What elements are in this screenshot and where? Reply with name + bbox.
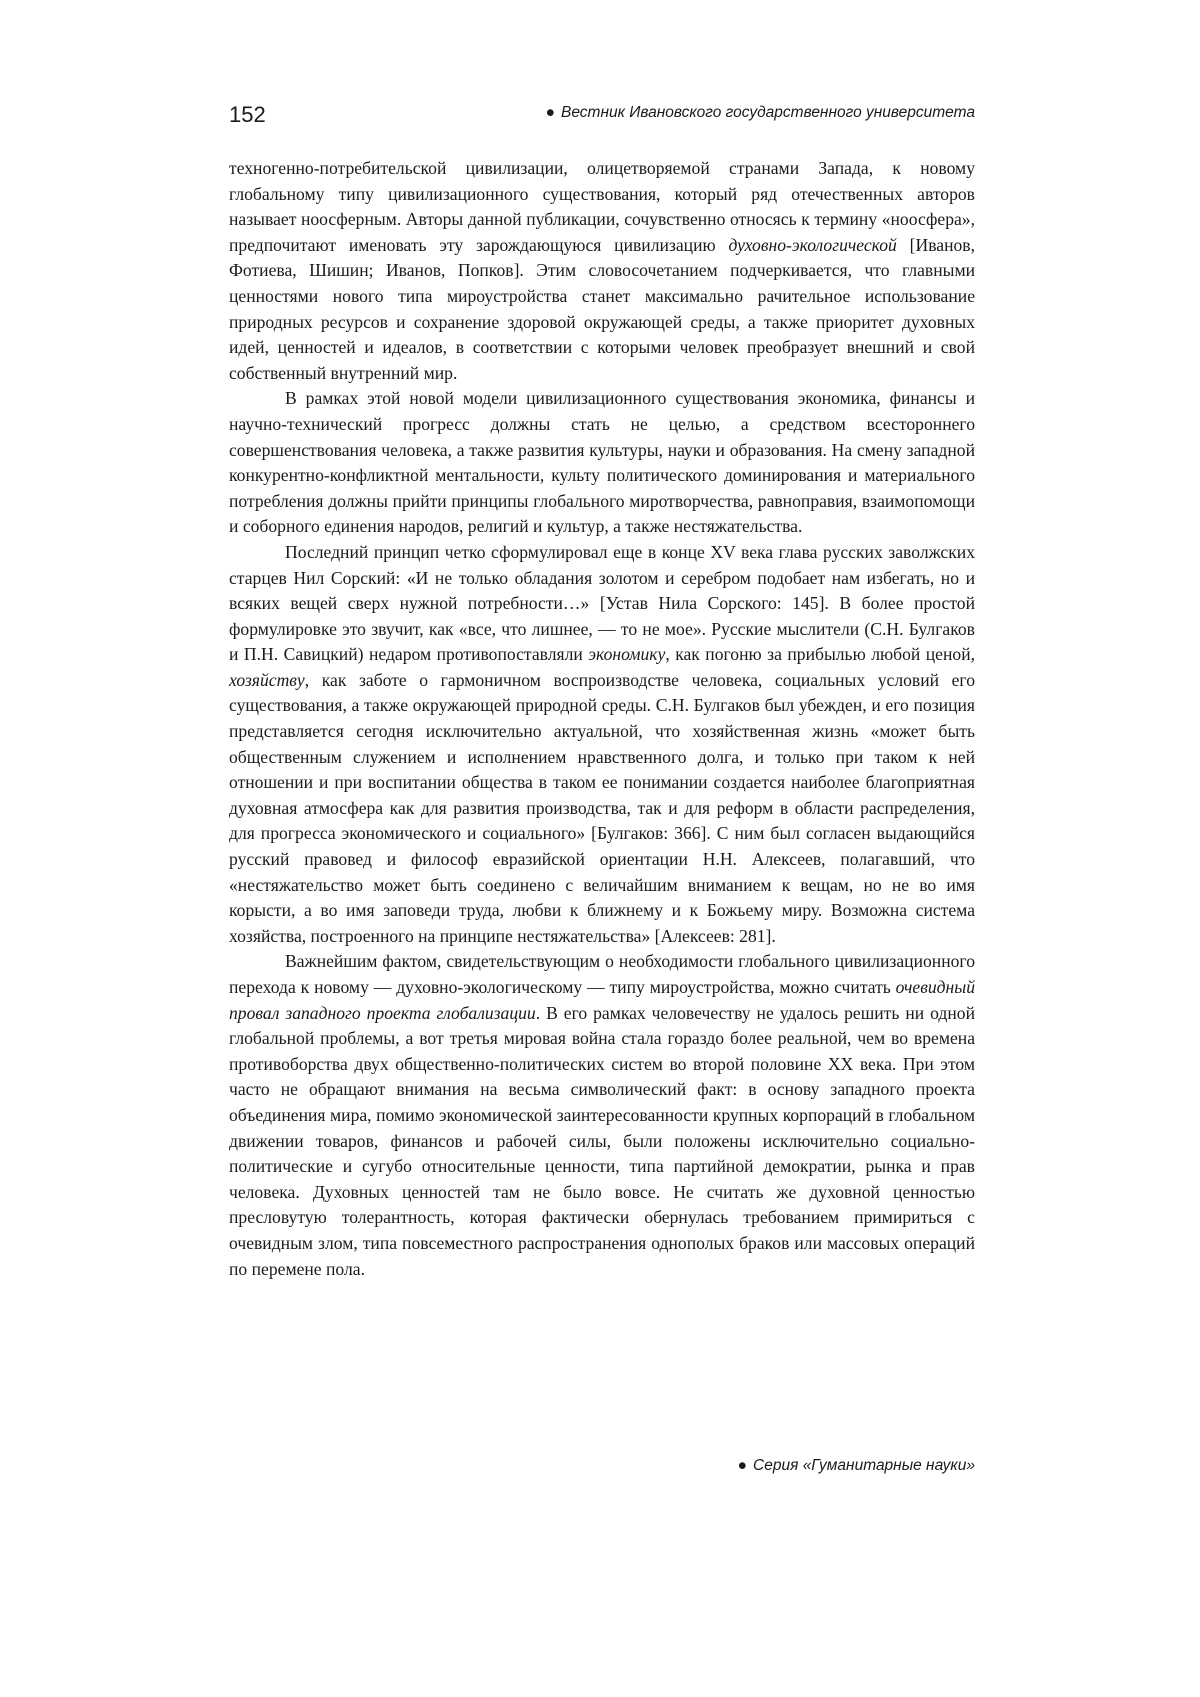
paragraph-text: Важнейшим фактом, свидетельствующим о необходимости глобального цивилизационного перехода к новому — духовно-экологическому — типу мироустройства, можно считать (229, 951, 975, 997)
running-head (229, 98, 975, 134)
series-title: Серия «Гуманитарные науки» (753, 1457, 975, 1474)
emphasis-text: духовно-экологической (728, 234, 897, 255)
bullet-icon: ● (737, 1457, 748, 1474)
paragraph (229, 949, 975, 1282)
emphasis-text: экономику (588, 644, 666, 665)
paragraph-text: , как заботе о гармоничном воспроизводстве человека, социальных условий его существования, а также окружающей природной среды. С.Н. Булгаков был убежден, и его позиция представляется сегодня исключительно актуальной, что хозяйственная жизнь «может быть общественным служением и исполнением нравственного долга, и только при таком к ней отношении и при воспитании общества в таком ее понимании создается наиболее благоприятная духовная атмосфера как для развития производства, так и для реформ в области распределения, для прогресса экономического и социального» [Булгаков: 366]. С ним был согласен выдающийся русский правовед и философ евразийской ориентации Н.Н. Алексеев, полагавший, что «нестяжательство может быть соединено с величайшим вниманием к вещам, но не во имя корысти, а во имя заповеди труда, любви к ближнему и к Божьему миру. Возможна система хозяйства, построенного на принципе нестяжательства» [Алексеев: 281]. (229, 669, 975, 946)
paragraph-text: Последний принцип четко сформулировал еще в конце XV века глава русских заволжских старцев Нил Сорский: «И не только обладания золотом и серебром подобает нам избегать, но и всяких вещей сверх нужной потребности…» [Устав Нила Сорского: 145]. В более простой формулировке это звучит, как «все, что лишнее, — то не мое». Русские мыслители (С.Н. Булгаков и П.Н. Савицкий) недаром противопоставляли (229, 541, 975, 665)
emphasis-text: очевидный провал западного проекта глобализации (229, 977, 975, 1023)
paragraph (229, 540, 975, 950)
article-body (229, 156, 975, 1282)
bullet-icon: ● (545, 104, 556, 121)
paragraph (229, 386, 975, 540)
page (229, 98, 975, 1282)
journal-title (546, 104, 975, 122)
paragraph-text: техногенно-потребительской цивилизации, олицетворяемой странами Запада, к новому глобальному типу цивилизационного существования, который ряд отечественных авторов называет ноосферным. Авторы данной публикации, сочувственно относясь к термину «ноосфера», предпочитают именовать эту зарождающуюся цивилизацию (229, 158, 975, 255)
journal-title-text: Вестник Ивановского государственного университета (561, 104, 975, 121)
paragraph-text: [Иванов, Фотиева, Шишин; Иванов, Попков]. Этим словосочетанием подчеркивается, что главными ценностями нового типа мироустройства станет максимально рачительное использование природных ресурсов и сохранение здоровой окружающей среды, а также приоритет духовных идей, ценностей и идеалов, в соответствии с которыми человек преобразует внешний и свой собственный внутренний мир. (229, 234, 975, 383)
page-number: 152 (229, 102, 266, 127)
paragraph-text: , как погоню за прибылью любой ценой, (665, 644, 976, 665)
paragraph-text: В рамках этой новой модели цивилизационного существования экономика, финансы и научно-технический прогресс должны стать не целью, а средством всестороннего совершенствования человека, а также развития культуры, науки и образования. На смену западной конкурентно-конфликтной ментальности, культу политического доминирования и материального потребления должны прийти принципы глобального миротворчества, равноправия, взаимопомощи и соборного единения народов, религий и культур, а также нестяжательства. (229, 388, 975, 537)
running-foot (229, 1457, 975, 1475)
emphasis-text: хозяйству (229, 669, 305, 690)
paragraph (229, 156, 975, 386)
paragraph-text: . В его рамках человечеству не удалось решить ни одной глобальной проблемы, а вот третья мировая война стала гораздо более реальной, чем во времена противоборства двух общественно-политических систем во второй половине XX века. При этом часто не обращают внимания на весьма символический факт: в основу западного проекта объединения мира, помимо экономической заинтересованности крупных корпораций в глобальном движении товаров, финансов и рабочей силы, были положены исключительно социально-политические и сугубо относительные ценности, типа партийной демократии, рынка и прав человека. Духовных ценностей там не было вовсе. Не считать же духовной ценностью пресловутую толерантность, которая фактически обернулась требованием примириться с очевидным злом, типа повсеместного распространения однополых браков или массовых операций по перемене пола. (229, 1002, 975, 1279)
